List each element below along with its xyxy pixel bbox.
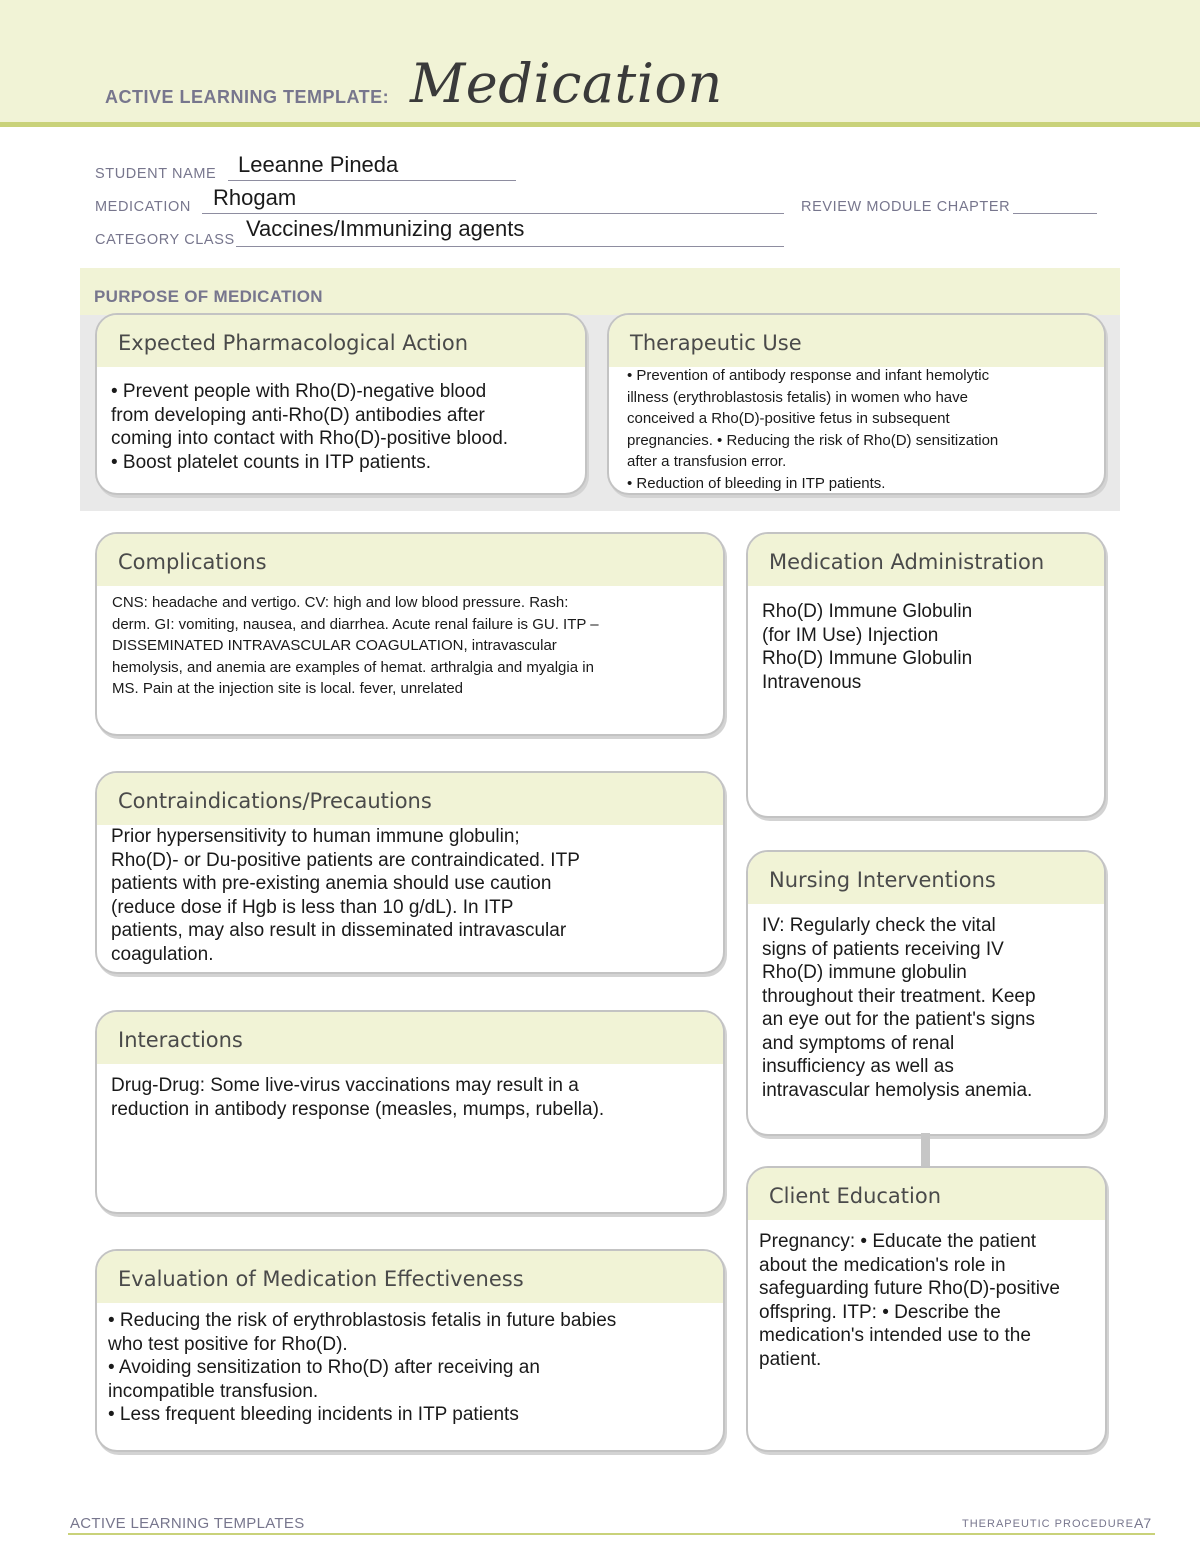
medication-administration-heading: Medication Administration	[748, 534, 1104, 586]
student-name-label: STUDENT NAME	[95, 166, 217, 182]
evaluation-heading: Evaluation of Medication Effectiveness	[97, 1251, 723, 1303]
medication-administration-text[interactable]: Rho(D) Immune Globulin (for IM Use) Injection Rho(D) Immune Globulin Intravenous	[762, 601, 973, 693]
therapeutic-use-heading: Therapeutic Use	[609, 315, 1104, 367]
client-education-heading: Client Education	[748, 1168, 1105, 1220]
footer-rule	[68, 1533, 1155, 1535]
nursing-interventions-box	[746, 850, 1106, 1136]
template-label: ACTIVE LEARNING TEMPLATE:	[105, 87, 390, 107]
client-education-box	[746, 1166, 1107, 1452]
nursing-interventions-heading: Nursing Interventions	[748, 852, 1104, 904]
box-connector	[921, 1133, 930, 1166]
expected-action-box	[95, 313, 587, 495]
page-number: A7	[1134, 1515, 1152, 1531]
category-class-value[interactable]: Vaccines/Immunizing agents	[246, 216, 525, 241]
footer-left: ACTIVE LEARNING TEMPLATES	[70, 1515, 305, 1532]
complications-heading: Complications	[97, 534, 723, 586]
medication-administration-box	[746, 532, 1106, 818]
interactions-heading: Interactions	[97, 1012, 723, 1064]
evaluation-text[interactable]: • Reducing the risk of erythroblastosis fetalis in future babies who test positive for Rho(D). • Avoiding sensitization to Rho(D) after receiving an incompatible transfusion. • Less frequent bleeding incidents in ITP patients	[108, 1310, 617, 1425]
review-module-line	[1013, 213, 1097, 214]
contraindications-text[interactable]: Prior hypersensitivity to human immune globulin; Rho(D)- or Du-positive patients are contraindicated. ITP patients with pre-existing anemia should use caution (reduce dose if Hgb is less than 10 g/dL). In ITP patients, may also result in disseminated intravascular coagulation.	[111, 826, 580, 965]
expected-action-text[interactable]: • Prevent people with Rho(D)-negative blood from developing anti-Rho(D) antibodies after coming into contact with Rho(D)-positive blood. • Boost platelet counts in ITP patients.	[111, 381, 509, 473]
category-class-label: CATEGORY CLASS	[95, 232, 235, 248]
header-rule	[0, 122, 1200, 127]
interactions-box	[95, 1010, 725, 1214]
evaluation-box	[95, 1249, 725, 1452]
review-module-label: REVIEW MODULE CHAPTER	[801, 199, 1011, 215]
contraindications-heading: Contraindications/Precautions	[97, 773, 723, 825]
purpose-title: PURPOSE OF MEDICATION	[94, 287, 323, 306]
medication-line	[202, 213, 784, 214]
therapeutic-use-text[interactable]: • Prevention of antibody response and infant hemolytic illness (erythroblastosis fetalis) in women who have conceived a Rho(D)-positive fetus in subsequent pregnancies. • Reducing the risk of Rho(D) sensitization after a transfusion error. • Reduction of bleeding in ITP patients.	[627, 367, 999, 492]
student-name-value[interactable]: Leeanne Pineda	[238, 152, 399, 177]
expected-action-heading: Expected Pharmacological Action	[97, 315, 585, 367]
contraindications-box	[95, 771, 725, 974]
complications-text[interactable]: CNS: headache and vertigo. CV: high and low blood pressure. Rash: derm. GI: vomiting, nausea, and diarrhea. Acute renal failure is GU. ITP – DISSEMINATED INTRAVASCULAR COAGULATION, intravascular hemolysis, and anemia are examples of hemat. arthralgia and myalgia in MS. Pain at the injection site is local. fever, unrelated	[112, 594, 599, 697]
nursing-interventions-text[interactable]: IV: Regularly check the vital signs of patients receiving IV Rho(D) immune globulin throughout their treatment. Keep an eye out for the patient's signs and symptoms of renal insufficiency as well as intravascular hemolysis anemia.	[762, 915, 1036, 1101]
student-name-line	[228, 180, 516, 181]
interactions-text[interactable]: Drug-Drug: Some live-virus vaccinations may result in a reduction in antibody response (measles, mumps, rubella).	[111, 1075, 605, 1120]
template-title: Medication	[410, 52, 723, 115]
therapeutic-use-box	[607, 313, 1106, 495]
footer-right: THERAPEUTIC PROCEDURE	[962, 1518, 1134, 1530]
medication-value[interactable]: Rhogam	[213, 185, 297, 210]
medication-label: MEDICATION	[95, 199, 191, 215]
client-education-text[interactable]: Pregnancy: • Educate the patient about the medication's role in safeguarding future Rho(D)-positive offspring. ITP: • Describe the medication's intended use to the patient.	[759, 1231, 1060, 1370]
complications-box	[95, 532, 725, 736]
category-class-line	[236, 246, 784, 247]
